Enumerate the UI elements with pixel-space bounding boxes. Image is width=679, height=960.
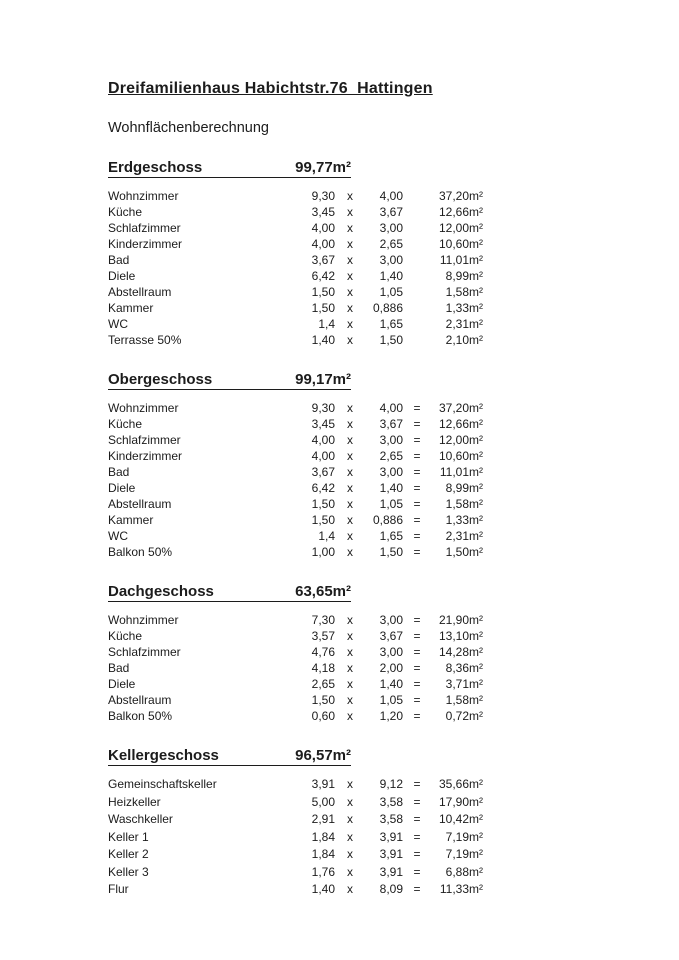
times-symbol: x — [347, 829, 353, 844]
room-width: 1,50 — [311, 693, 335, 707]
equals-symbol: = — [413, 777, 421, 791]
floor-total-area: 96,57m² — [295, 747, 351, 764]
room-name: Balkon 50% — [108, 545, 173, 559]
document-subtitle: Wohnflächenberechnung — [108, 120, 269, 136]
room-length: 3,67 — [379, 629, 403, 643]
times-symbol: x — [347, 513, 353, 527]
room-row — [108, 220, 639, 236]
times-symbol: x — [347, 529, 353, 543]
room-length: 1,65 — [379, 529, 403, 543]
equals-symbol — [403, 284, 431, 300]
room-name: Küche — [108, 629, 143, 643]
times-symbol: x — [347, 269, 353, 283]
room-width: 1,40 — [311, 333, 335, 347]
equals-symbol — [403, 268, 431, 284]
room-width: 4,76 — [311, 645, 335, 659]
room-width: 0,60 — [311, 709, 335, 723]
room-length: 0,886 — [372, 301, 403, 315]
equals-symbol: = — [413, 645, 421, 659]
room-row — [108, 846, 639, 864]
room-name: Bad — [108, 253, 130, 267]
equals-symbol — [403, 188, 431, 204]
equals-symbol: = — [413, 812, 421, 826]
room-name: Abstellraum — [108, 497, 172, 511]
room-length: 3,67 — [379, 417, 403, 431]
times-symbol: x — [347, 433, 353, 447]
room-area-result: 12,00m² — [438, 221, 483, 235]
room-length: 1,05 — [379, 497, 403, 511]
room-length: 3,91 — [379, 864, 403, 879]
floor-name: Obergeschoss — [108, 371, 213, 388]
room-length: 3,67 — [379, 205, 403, 219]
room-row — [108, 316, 639, 332]
equals-symbol: = — [413, 545, 421, 559]
room-name: Kammer — [108, 513, 154, 527]
room-row — [108, 660, 639, 676]
floor-rows — [108, 612, 639, 724]
equals-symbol: = — [413, 433, 421, 447]
room-length: 1,20 — [379, 709, 403, 723]
room-width: 4,00 — [311, 237, 335, 251]
room-area-result: 37,20m² — [438, 189, 483, 203]
floor-section — [108, 583, 639, 724]
floor-section-header — [108, 583, 351, 602]
room-name: Terrasse 50% — [108, 333, 182, 347]
room-width: 1,40 — [311, 882, 335, 896]
room-row — [108, 496, 639, 512]
room-width: 4,00 — [311, 221, 335, 235]
room-area-result: 12,00m² — [438, 433, 483, 447]
room-name: Kinderzimmer — [108, 449, 183, 463]
times-symbol: x — [347, 645, 353, 659]
room-row — [108, 464, 639, 480]
times-symbol: x — [347, 333, 353, 347]
equals-symbol — [403, 332, 431, 348]
times-symbol: x — [347, 285, 353, 299]
room-row — [108, 512, 639, 528]
times-symbol: x — [347, 661, 353, 675]
room-area-result: 12,66m² — [438, 417, 483, 431]
floor-section-header — [108, 159, 351, 178]
times-symbol: x — [347, 629, 353, 643]
equals-symbol — [403, 300, 431, 316]
room-name: Balkon 50% — [108, 709, 173, 723]
times-symbol: x — [347, 237, 353, 251]
room-width: 1,4 — [318, 529, 335, 543]
times-symbol: x — [347, 205, 353, 219]
times-symbol: x — [347, 401, 353, 415]
room-name: Küche — [108, 205, 143, 219]
room-area-result: 1,50m² — [445, 545, 483, 559]
room-width: 1,50 — [311, 301, 335, 315]
room-row — [108, 416, 639, 432]
room-length: 2,65 — [379, 237, 403, 251]
equals-symbol: = — [413, 465, 421, 479]
room-area-result: 1,33m² — [445, 301, 483, 315]
room-row — [108, 480, 639, 496]
room-width: 1,50 — [311, 285, 335, 299]
room-row — [108, 204, 639, 220]
times-symbol: x — [347, 301, 353, 315]
room-name: Schlafzimmer — [108, 433, 181, 447]
room-area-result: 1,58m² — [445, 497, 483, 511]
room-length: 2,00 — [379, 661, 403, 675]
room-length: 3,00 — [379, 433, 403, 447]
room-length: 1,40 — [379, 269, 403, 283]
room-length: 1,50 — [379, 545, 403, 559]
room-width: 1,84 — [311, 829, 335, 844]
room-name: Bad — [108, 465, 130, 479]
room-width: 1,84 — [311, 847, 335, 861]
floor-total-area: 63,65m² — [295, 583, 351, 600]
room-width: 2,65 — [311, 677, 335, 691]
room-row — [108, 284, 639, 300]
room-area-result: 12,66m² — [438, 205, 483, 219]
room-row — [108, 881, 639, 899]
equals-symbol: = — [413, 709, 421, 723]
floor-section — [108, 371, 639, 560]
room-length: 3,00 — [379, 645, 403, 659]
room-name: Kammer — [108, 301, 154, 315]
document-title: Dreifamilienhaus Habichtstr.76 Hattingen — [108, 80, 433, 97]
room-name: Gemeinschaftskeller — [108, 777, 217, 791]
room-width: 3,45 — [311, 417, 335, 431]
room-length: 3,91 — [379, 829, 403, 844]
sections — [108, 159, 639, 899]
room-row — [108, 544, 639, 560]
floor-section — [108, 747, 639, 899]
room-area-result: 6,88m² — [445, 864, 483, 879]
room-area-result: 11,33m² — [439, 882, 483, 896]
times-symbol: x — [347, 417, 353, 431]
room-area-result: 14,28m² — [438, 645, 483, 659]
room-width: 4,00 — [311, 449, 335, 463]
room-area-result: 10,42m² — [438, 812, 483, 826]
times-symbol: x — [347, 449, 353, 463]
room-length: 4,00 — [379, 189, 403, 203]
room-area-result: 7,19m² — [445, 847, 483, 861]
room-name: Schlafzimmer — [108, 221, 181, 235]
room-row — [108, 432, 639, 448]
room-name: Bad — [108, 661, 130, 675]
room-area-result: 11,01m² — [439, 253, 483, 267]
room-row — [108, 776, 639, 794]
times-symbol: x — [347, 497, 353, 511]
room-name: Wohnzimmer — [108, 613, 179, 627]
equals-symbol: = — [413, 677, 421, 691]
room-width: 1,50 — [311, 513, 335, 527]
floor-rows — [108, 776, 639, 899]
room-length: 3,91 — [379, 847, 403, 861]
room-area-result: 7,19m² — [445, 829, 483, 844]
room-width: 4,00 — [311, 433, 335, 447]
room-area-result: 1,33m² — [445, 513, 483, 527]
room-width: 7,30 — [311, 613, 335, 627]
room-name: Kinderzimmer — [108, 237, 183, 251]
room-row — [108, 448, 639, 464]
equals-symbol: = — [413, 529, 421, 543]
room-area-result: 17,90m² — [438, 794, 483, 809]
room-row — [108, 612, 639, 628]
equals-symbol: = — [413, 629, 421, 643]
room-row — [108, 692, 639, 708]
room-area-result: 8,99m² — [445, 481, 483, 495]
floor-name: Dachgeschoss — [108, 583, 214, 600]
room-area-result: 21,90m² — [438, 613, 483, 627]
room-row — [108, 332, 639, 348]
room-name: Küche — [108, 417, 143, 431]
floor-rows — [108, 188, 639, 348]
room-area-result: 2,10m² — [445, 333, 483, 347]
room-width: 2,91 — [311, 812, 335, 826]
room-name: Diele — [108, 269, 136, 283]
room-name: Wohnzimmer — [108, 189, 179, 203]
room-length: 1,05 — [379, 285, 403, 299]
floor-section-header — [108, 371, 351, 390]
times-symbol: x — [347, 545, 353, 559]
times-symbol: x — [347, 777, 353, 791]
room-row — [108, 236, 639, 252]
room-width: 1,4 — [318, 317, 335, 331]
equals-symbol: = — [413, 864, 421, 879]
room-width: 3,67 — [311, 253, 335, 267]
times-symbol: x — [347, 794, 353, 809]
equals-symbol: = — [413, 481, 421, 495]
times-symbol: x — [347, 481, 353, 495]
equals-symbol — [403, 316, 431, 332]
times-symbol: x — [347, 613, 353, 627]
equals-symbol: = — [413, 513, 421, 527]
equals-symbol: = — [413, 497, 421, 511]
times-symbol: x — [347, 847, 353, 861]
room-length: 3,00 — [379, 221, 403, 235]
room-area-result: 13,10m² — [438, 629, 483, 643]
room-area-result: 2,31m² — [445, 317, 483, 331]
room-name: WC — [108, 529, 128, 543]
room-length: 3,00 — [379, 253, 403, 267]
room-row — [108, 400, 639, 416]
room-row — [108, 300, 639, 316]
room-row — [108, 252, 639, 268]
room-area-result: 8,99m² — [445, 269, 483, 283]
room-row — [108, 676, 639, 692]
room-width: 3,91 — [311, 777, 335, 791]
room-name: Keller 3 — [108, 864, 149, 879]
room-row — [108, 811, 639, 829]
room-name: Wohnzimmer — [108, 401, 179, 415]
room-width: 1,00 — [311, 545, 335, 559]
times-symbol: x — [347, 465, 353, 479]
room-area-result: 35,66m² — [438, 777, 483, 791]
times-symbol: x — [347, 882, 353, 896]
room-length: 2,65 — [379, 449, 403, 463]
equals-symbol: = — [413, 401, 421, 415]
room-name: Schlafzimmer — [108, 645, 181, 659]
equals-symbol: = — [413, 661, 421, 675]
room-length: 3,58 — [379, 794, 403, 809]
room-length: 1,65 — [379, 317, 403, 331]
room-area-result: 0,72m² — [445, 709, 483, 723]
room-name: Keller 2 — [108, 847, 149, 861]
equals-symbol: = — [413, 449, 421, 463]
room-name: WC — [108, 317, 128, 331]
equals-symbol: = — [413, 693, 421, 707]
room-area-result: 10,60m² — [438, 237, 483, 251]
times-symbol: x — [347, 693, 353, 707]
room-length: 3,00 — [379, 613, 403, 627]
floor-section — [108, 159, 639, 348]
room-row — [108, 864, 639, 882]
room-width: 5,00 — [311, 794, 335, 809]
floor-total-area: 99,77m² — [295, 159, 351, 176]
room-name: Heizkeller — [108, 794, 161, 809]
times-symbol: x — [347, 864, 353, 879]
room-width: 9,30 — [311, 401, 335, 415]
room-width: 1,50 — [311, 497, 335, 511]
room-length: 1,40 — [379, 677, 403, 691]
room-area-result: 10,60m² — [438, 449, 483, 463]
room-length: 8,09 — [379, 882, 403, 896]
room-name: Diele — [108, 677, 136, 691]
equals-symbol: = — [413, 847, 421, 861]
room-width: 3,45 — [311, 205, 335, 219]
equals-symbol: = — [413, 882, 421, 896]
room-area-result: 1,58m² — [445, 285, 483, 299]
room-length: 4,00 — [379, 401, 403, 415]
room-area-result: 2,31m² — [445, 529, 483, 543]
room-width: 4,18 — [311, 661, 335, 675]
times-symbol: x — [347, 189, 353, 203]
room-area-result: 8,36m² — [445, 661, 483, 675]
equals-symbol: = — [413, 417, 421, 431]
room-width: 3,67 — [311, 465, 335, 479]
room-length: 1,05 — [379, 693, 403, 707]
floor-section-header — [108, 747, 351, 766]
room-name: Flur — [108, 882, 129, 896]
times-symbol: x — [347, 221, 353, 235]
times-symbol: x — [347, 317, 353, 331]
room-width: 3,57 — [311, 629, 335, 643]
times-symbol: x — [347, 677, 353, 691]
room-length: 0,886 — [372, 513, 403, 527]
room-area-result: 37,20m² — [438, 401, 483, 415]
room-area-result: 1,58m² — [445, 693, 483, 707]
times-symbol: x — [347, 812, 353, 826]
room-name: Diele — [108, 481, 136, 495]
room-length: 3,58 — [379, 812, 403, 826]
room-length: 9,12 — [379, 777, 403, 791]
room-length: 3,00 — [379, 465, 403, 479]
floor-total-area: 99,17m² — [295, 371, 351, 388]
room-width: 9,30 — [311, 189, 335, 203]
equals-symbol: = — [413, 794, 421, 809]
room-name: Abstellraum — [108, 693, 172, 707]
equals-symbol — [403, 204, 431, 220]
equals-symbol: = — [413, 829, 421, 844]
room-name: Waschkeller — [108, 812, 173, 826]
room-row — [108, 829, 639, 847]
room-name: Keller 1 — [108, 829, 149, 844]
room-row — [108, 794, 639, 812]
room-row — [108, 628, 639, 644]
room-length: 1,50 — [379, 333, 403, 347]
floor-name: Erdgeschoss — [108, 159, 203, 176]
times-symbol: x — [347, 253, 353, 267]
equals-symbol — [403, 236, 431, 252]
times-symbol: x — [347, 709, 353, 723]
room-width: 6,42 — [311, 269, 335, 283]
room-width: 1,76 — [311, 864, 335, 879]
equals-symbol — [403, 220, 431, 236]
floor-name: Kellergeschoss — [108, 747, 219, 764]
room-name: Abstellraum — [108, 285, 172, 299]
room-row — [108, 708, 639, 724]
equals-symbol — [403, 252, 431, 268]
room-area-result: 3,71m² — [445, 677, 483, 691]
room-width: 6,42 — [311, 481, 335, 495]
room-area-result: 11,01m² — [439, 465, 483, 479]
room-row — [108, 528, 639, 544]
room-row — [108, 188, 639, 204]
room-row — [108, 268, 639, 284]
floor-rows — [108, 400, 639, 560]
room-length: 1,40 — [379, 481, 403, 495]
room-row — [108, 644, 639, 660]
equals-symbol: = — [413, 613, 421, 627]
